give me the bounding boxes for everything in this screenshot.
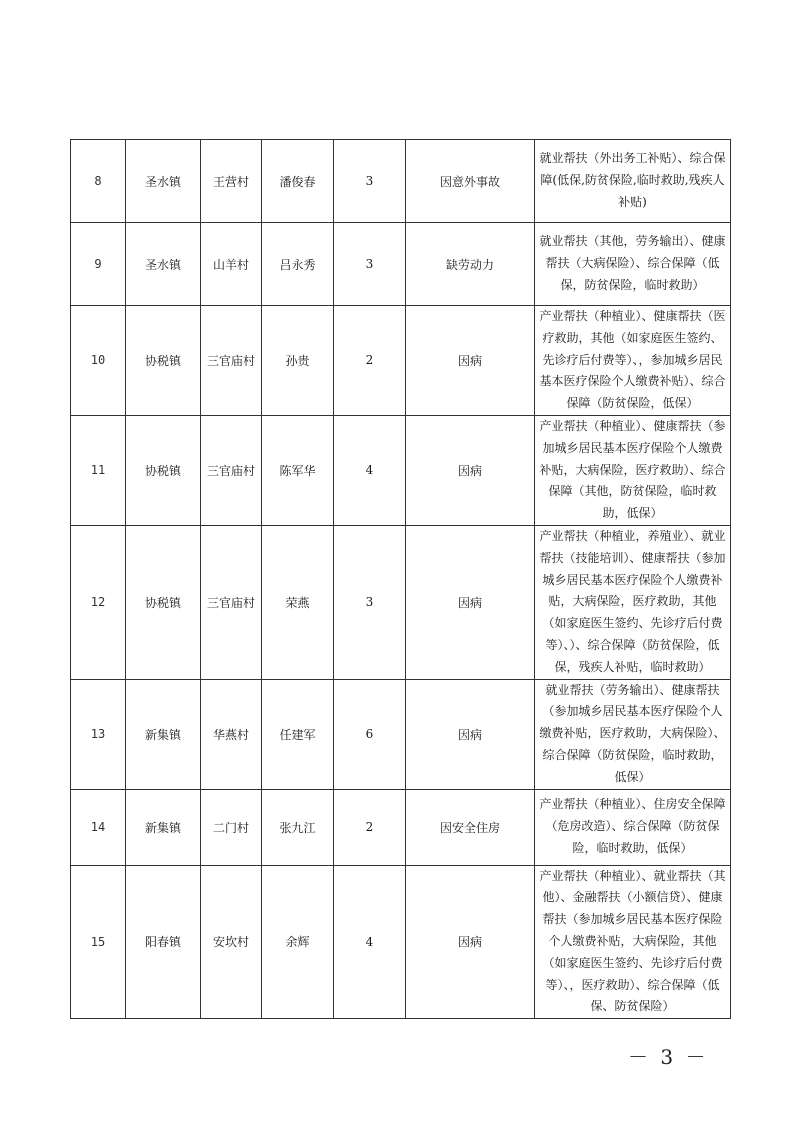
row-number: 10 [71, 306, 126, 416]
poverty-aid-table [70, 139, 731, 1019]
table-row [71, 679, 731, 789]
table-body [71, 140, 731, 1019]
village-cell: 三官庙村 [201, 525, 262, 679]
town-cell: 圣水镇 [126, 223, 201, 306]
aid-measures-cell: 产业帮扶（种植业）、住房安全保障（危房改造）、综合保障（防贫保险，临时救助，低保） [535, 789, 731, 865]
village-cell: 王营村 [201, 140, 262, 223]
household-size-cell: 4 [334, 415, 406, 525]
town-cell: 协税镇 [126, 525, 201, 679]
name-cell: 张九江 [262, 789, 334, 865]
row-number: 13 [71, 679, 126, 789]
name-cell: 潘俊春 [262, 140, 334, 223]
household-size-cell: 2 [334, 306, 406, 416]
table-row [71, 306, 731, 416]
table-row [71, 525, 731, 679]
aid-measures-cell: 产业帮扶（种植业）、健康帮扶（医疗救助，其他（如家庭医生签约、先诊疗后付费等）、，参加城乡居民基本医疗保险个人缴费补贴）、综合保障（防贫保险，低保） [535, 306, 731, 416]
household-size-cell: 3 [334, 223, 406, 306]
name-cell: 任建军 [262, 679, 334, 789]
aid-measures-cell: 就业帮扶（外出务工补贴）、综合保障(低保,防贫保险,临时救助,残疾人补贴) [535, 140, 731, 223]
town-cell: 圣水镇 [126, 140, 201, 223]
village-cell: 三官庙村 [201, 306, 262, 416]
poverty-reason-cell: 因意外事故 [406, 140, 535, 223]
row-number: 12 [71, 525, 126, 679]
row-number: 14 [71, 789, 126, 865]
table-row [71, 223, 731, 306]
name-cell: 吕永秀 [262, 223, 334, 306]
name-cell: 陈军华 [262, 415, 334, 525]
aid-measures-cell: 就业帮扶（其他，劳务输出）、健康帮扶（大病保险）、综合保障（低保，防贫保险，临时救助） [535, 223, 731, 306]
table-row [71, 789, 731, 865]
aid-measures-cell: 产业帮扶（种植业）、健康帮扶（参加城乡居民基本医疗保险个人缴费补贴，大病保险，医疗救助）、综合保障（其他，防贫保险，临时救助，低保） [535, 415, 731, 525]
table-row [71, 140, 731, 223]
poverty-reason-cell: 因病 [406, 415, 535, 525]
town-cell: 协税镇 [126, 415, 201, 525]
poverty-reason-cell: 因病 [406, 525, 535, 679]
aid-measures-cell: 就业帮扶（劳务输出）、健康帮扶（参加城乡居民基本医疗保险个人缴费补贴，医疗救助，大病保险）、综合保障（防贫保险，临时救助，低保） [535, 679, 731, 789]
poverty-reason-cell: 因病 [406, 306, 535, 416]
town-cell: 新集镇 [126, 789, 201, 865]
poverty-reason-cell: 因病 [406, 679, 535, 789]
village-cell: 二门村 [201, 789, 262, 865]
town-cell: 新集镇 [126, 679, 201, 789]
row-number: 9 [71, 223, 126, 306]
village-cell: 山羊村 [201, 223, 262, 306]
row-number: 8 [71, 140, 126, 223]
village-cell: 华燕村 [201, 679, 262, 789]
aid-measures-cell: 产业帮扶（种植业）、就业帮扶（其他）、金融帮扶（小额信贷）、健康帮扶（参加城乡居民基本医疗保险个人缴费补贴，大病保险，其他（如家庭医生签约、先诊疗后付费等）、，医疗救助）、综合保障（低保、防贫保险） [535, 865, 731, 1019]
household-size-cell: 2 [334, 789, 406, 865]
poverty-reason-cell: 缺劳动力 [406, 223, 535, 306]
table-row [71, 415, 731, 525]
poverty-reason-cell: 因病 [406, 865, 535, 1019]
row-number: 11 [71, 415, 126, 525]
village-cell: 三官庙村 [201, 415, 262, 525]
table-row [71, 865, 731, 1019]
page-number: － 3 － [628, 1045, 709, 1069]
name-cell: 余辉 [262, 865, 334, 1019]
town-cell: 协税镇 [126, 306, 201, 416]
village-cell: 安坎村 [201, 865, 262, 1019]
household-size-cell: 6 [334, 679, 406, 789]
name-cell: 孙贵 [262, 306, 334, 416]
household-size-cell: 4 [334, 865, 406, 1019]
town-cell: 阳春镇 [126, 865, 201, 1019]
household-size-cell: 3 [334, 140, 406, 223]
household-size-cell: 3 [334, 525, 406, 679]
row-number: 15 [71, 865, 126, 1019]
poverty-reason-cell: 因安全住房 [406, 789, 535, 865]
name-cell: 荣燕 [262, 525, 334, 679]
aid-measures-cell: 产业帮扶（种植业，养殖业）、就业帮扶（技能培训）、健康帮扶（参加城乡居民基本医疗保险个人缴费补贴，大病保险，医疗救助，其他（如家庭医生签约、先诊疗后付费等）、）、综合保障（防贫保险，低保，残疾人补贴，临时救助） [535, 525, 731, 679]
